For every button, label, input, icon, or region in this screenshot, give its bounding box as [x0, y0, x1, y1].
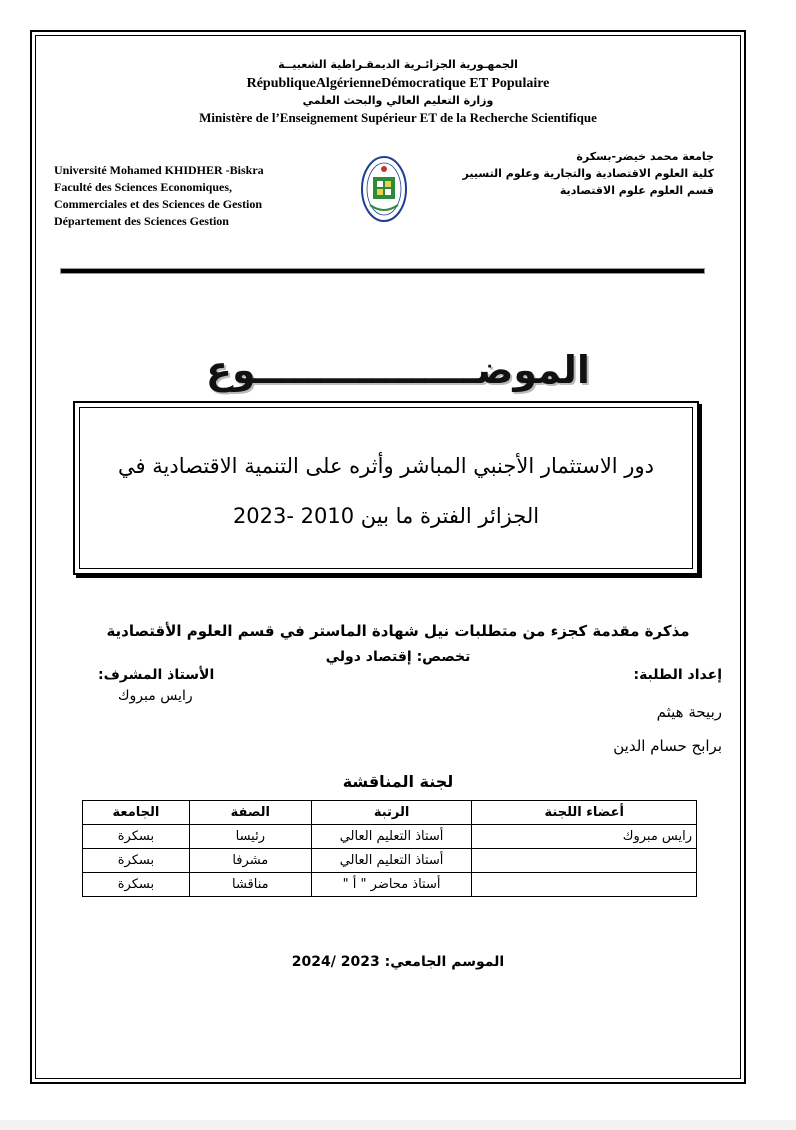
header-divider — [60, 268, 705, 274]
institution-fr-line: Faculté des Sciences Economiques, — [54, 180, 232, 194]
jury-university: بسكرة — [83, 873, 190, 897]
jury-member — [472, 873, 697, 897]
university-logo — [360, 155, 408, 223]
memo-specialty: تخصص: إقتصاد دولي — [325, 649, 471, 665]
institution-ar-line: قسم العلوم علوم الاقتصادية — [559, 184, 714, 197]
jury-university: بسكرة — [83, 825, 190, 849]
jury-role: مشرفا — [189, 849, 311, 873]
supervisor-label: الأستاذ المشرف: — [98, 667, 215, 683]
institution-fr-line: Département des Sciences Gestion — [54, 214, 229, 228]
student-name: برابح حسام الدين — [613, 737, 722, 755]
institution-ar-line: جامعة محمد خيضر-بسكرة — [576, 150, 714, 163]
jury-header-row — [83, 801, 697, 825]
jury-rank: أستاذ محاضر " أ " — [311, 873, 472, 897]
title-line-2: الجزائر الفترة ما بين 2010 -2023 — [232, 504, 540, 528]
institution-ar — [463, 148, 714, 199]
title-box — [73, 401, 699, 575]
institution-fr-line: Commerciales et des Sciences de Gestion — [54, 197, 263, 211]
memo-line: مذكرة مقدمة كجزء من متطلبات نيل شهادة الماستر في قسم العلوم الأقتصادية — [106, 622, 690, 640]
jury-rank: أستاذ التعليم العالي — [311, 849, 472, 873]
supervisor-name: رايس مبروك — [118, 688, 193, 704]
title-line-1: دور الاستثمار الأجنبي المباشر وأثره على التنمية الاقتصادية في — [118, 454, 654, 478]
table-row — [83, 849, 697, 873]
header-fr-ministry: Ministère de l’Enseignement Supérieur ET de la Recherche Scientifique — [199, 110, 597, 125]
jury-title: لجنة المناقشة — [342, 772, 454, 791]
institution-ar-line: كلية العلوم الاقتصادية والتجارية وعلوم التسيير — [462, 167, 714, 180]
table-row — [83, 825, 697, 849]
academic-year: الموسم الجامعي: 2023 /2024 — [291, 954, 505, 970]
header-ar-republic: الجمهـورية الجزائـرية الديمقـراطية الشعبيــة — [278, 58, 518, 71]
jury-member — [472, 849, 697, 873]
jury-col-header: الجامعة — [83, 801, 190, 825]
table-row — [83, 873, 697, 897]
jury-col-header: أعضاء اللجنة — [472, 801, 697, 825]
jury-member: رايس مبروك — [472, 825, 697, 849]
students-label: إعداد الطلبة: — [633, 667, 722, 683]
topic-heading: الموضـــــــــــــــــوع — [206, 348, 590, 392]
student-name: ربيحة هيثم — [656, 703, 722, 721]
jury-table — [82, 800, 697, 897]
jury-col-header: الصفة — [189, 801, 311, 825]
header-fr-republic: RépubliqueAlgérienneDémocratique ET Populaire — [246, 76, 550, 91]
jury-university: بسكرة — [83, 849, 190, 873]
jury-role: رئيسا — [189, 825, 311, 849]
title-box-inner — [79, 407, 693, 569]
jury-rank: أستاذ التعليم العالي — [311, 825, 472, 849]
institution-fr-line: Université Mohamed KHIDHER -Biskra — [54, 163, 264, 177]
jury-col-header: الرتبة — [311, 801, 472, 825]
jury-role: مناقشا — [189, 873, 311, 897]
institution-fr — [54, 162, 264, 230]
header-ar-ministry: وزارة التعليم العالي والبحث العلمي — [302, 94, 494, 107]
